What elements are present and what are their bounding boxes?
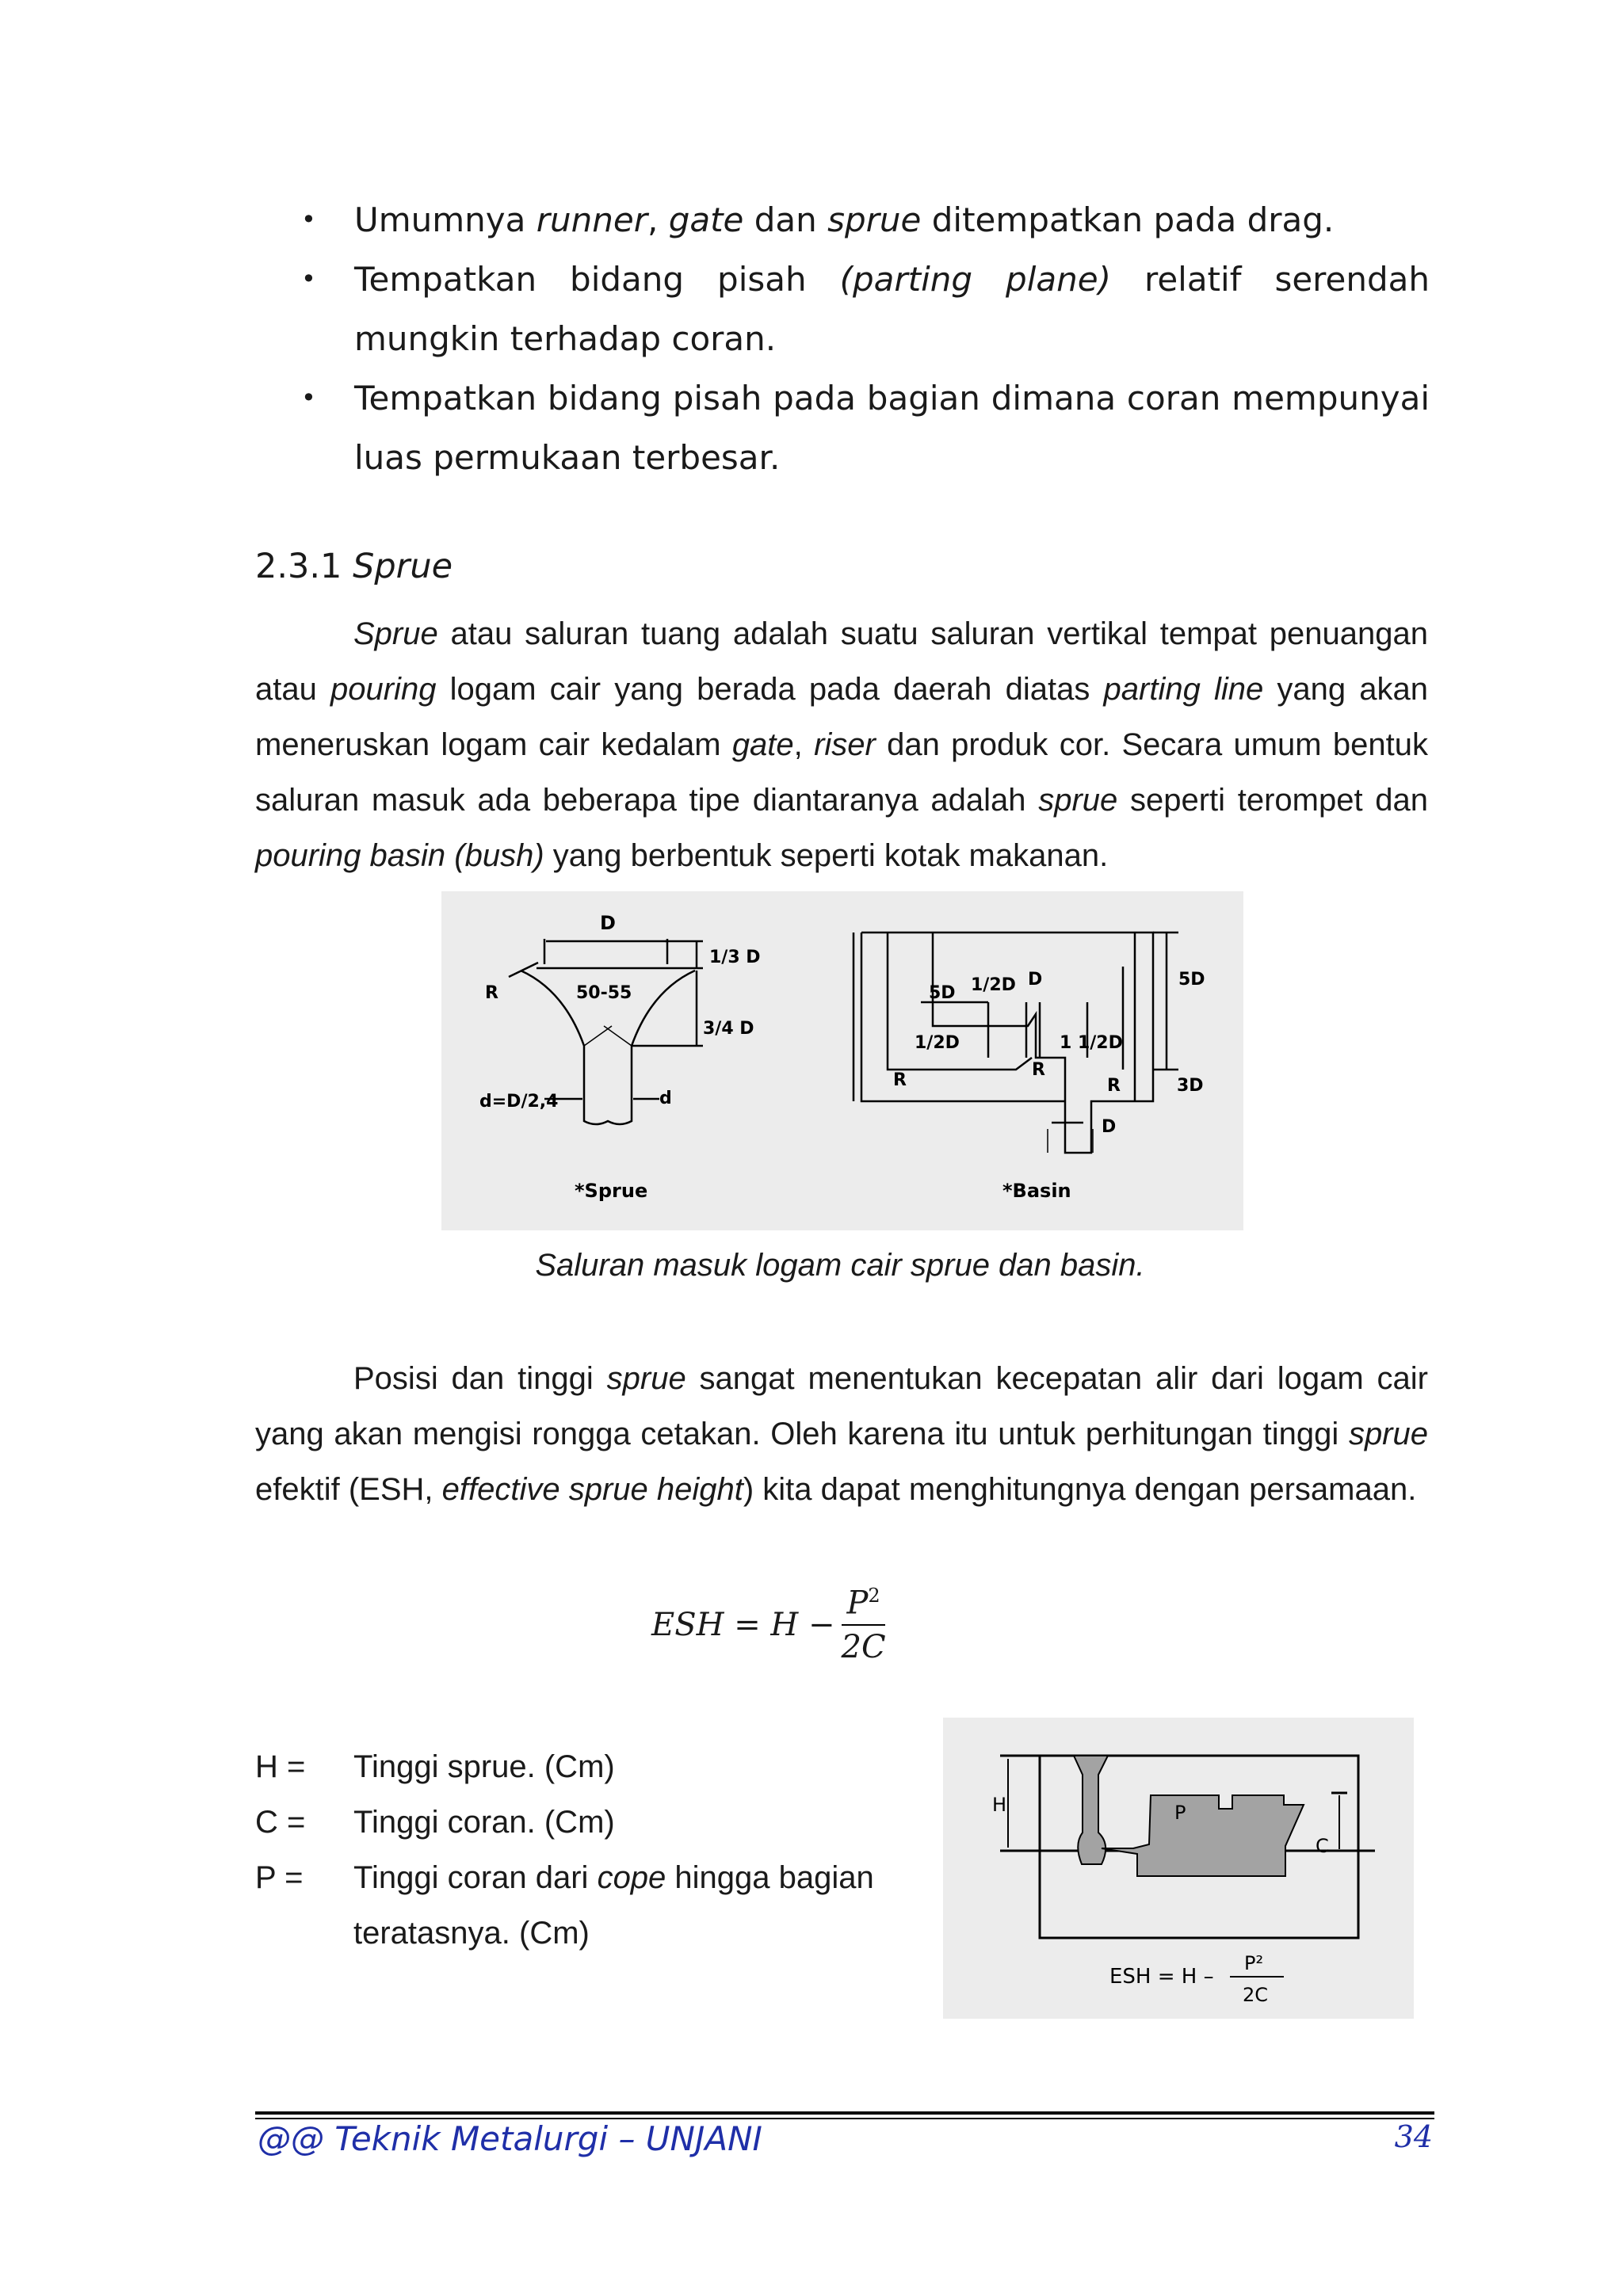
sprue-label-d: d	[659, 1089, 672, 1108]
bullet-list	[301, 190, 1430, 487]
basin-label-5D-a: 5D	[929, 983, 956, 1003]
esh-label-H: H	[992, 1794, 1007, 1816]
esh-formula-lhs: ESH = H –	[1109, 1965, 1214, 1989]
esh-diagram	[943, 1718, 1414, 2019]
sprue-label-angle: 50-55	[576, 983, 632, 1003]
definition-row	[255, 1739, 924, 1794]
bullet-dot-icon: •	[301, 204, 316, 235]
page-number: 34	[1394, 2119, 1433, 2154]
definition-value: Tinggi coran dari cope hingga bagian teratasnya. (Cm)	[353, 1860, 874, 1951]
sprue-caption: *Sprue	[575, 1180, 648, 1202]
esh-equation	[651, 1585, 886, 1665]
equation-numerator: P	[846, 1585, 869, 1622]
sprue-label-three-quarter-D: 3/4 D	[703, 1019, 754, 1039]
definition-value: Tinggi sprue. (Cm)	[353, 1749, 615, 1784]
esh-formula-denominator: 2C	[1243, 1984, 1269, 2006]
definition-key: C =	[255, 1805, 306, 1840]
bullet-dot-icon: •	[301, 264, 316, 294]
bullet-item: • Umumnya runner, gate dan sprue ditempatkan pada drag.	[301, 190, 1430, 250]
definition-key: H =	[255, 1749, 306, 1784]
variable-definitions	[255, 1739, 924, 1961]
basin-label-3D: 3D	[1177, 1076, 1204, 1096]
equation-fraction	[842, 1585, 886, 1665]
definition-row	[255, 1794, 924, 1850]
basin-label-R-c: R	[1107, 1076, 1121, 1096]
paragraph-sprue-definition: Sprue atau saluran tuang adalah suatu saluran vertikal tempat penuangan atau pouring logam cair yang berada pada daerah diatas parting line yang akan meneruskan logam cair kedalam gate, riser dan produk cor. Secara umum bentuk saluran masuk ada beberapa tipe diantaranya adalah sprue seperti terompet dan pouring basin (bush) yang berbentuk seperti kotak makanan.	[255, 616, 1429, 873]
sprue-label-D: D	[600, 912, 616, 934]
footer-rule-thick	[255, 2111, 1434, 2115]
basin-label-D-bottom: D	[1102, 1117, 1117, 1137]
basin-label-half-D-b: 1/2D	[915, 1033, 960, 1053]
sprue-basin-figure	[441, 891, 1243, 1230]
basin-label-R-a: R	[893, 1070, 907, 1090]
bullet-item: • Tempatkan bidang pisah (parting plane) relatif serendah mungkin terhadap coran.	[301, 250, 1430, 368]
equation-denominator: 2C	[841, 1629, 886, 1666]
bullet-dot-icon: •	[301, 383, 316, 413]
figure-caption: Saluran masuk logam cair sprue dan basin.	[535, 1248, 1145, 1283]
basin-label-5D-b: 5D	[1178, 970, 1205, 990]
paragraph-esh: Posisi dan tinggi sprue sangat menentukan kecepatan alir dari logam cair yang akan mengisi rongga cetakan. Oleh karena itu untuk perhitungan tinggi sprue efektif (ESH, effective sprue height) kita dapat menghitungnya dengan persamaan.	[255, 1361, 1428, 1507]
basin-label-one-half-D: 1 1/2D	[1060, 1033, 1123, 1053]
basin-label-half-D-a: 1/2D	[971, 975, 1016, 995]
sprue-label-R: R	[485, 983, 498, 1003]
basin-label-R-b: R	[1032, 1060, 1045, 1080]
footer-institution: @@ Teknik Metalurgi – UNJANI	[258, 2119, 762, 2158]
esh-label-C: C	[1316, 1835, 1329, 1857]
section-heading: 2.3.1 Sprue	[255, 547, 453, 586]
equation-exponent: 2	[868, 1585, 880, 1607]
definition-value: Tinggi coran. (Cm)	[353, 1805, 615, 1840]
esh-formula-numerator: P²	[1244, 1952, 1264, 1974]
bullet-item: • Tempatkan bidang pisah pada bagian dimana coran mempunyai luas permukaan terbesar.	[301, 368, 1430, 487]
equation-lhs: ESH = H −	[651, 1607, 835, 1644]
esh-label-P: P	[1174, 1802, 1186, 1824]
basin-label-D-top: D	[1028, 970, 1043, 990]
definition-key: P =	[255, 1860, 304, 1895]
sprue-label-d-formula: d=D/2,4	[479, 1092, 559, 1112]
sprue-label-one-third-D: 1/3 D	[709, 948, 761, 967]
definition-row	[255, 1850, 924, 1961]
basin-caption: *Basin	[1002, 1180, 1071, 1202]
